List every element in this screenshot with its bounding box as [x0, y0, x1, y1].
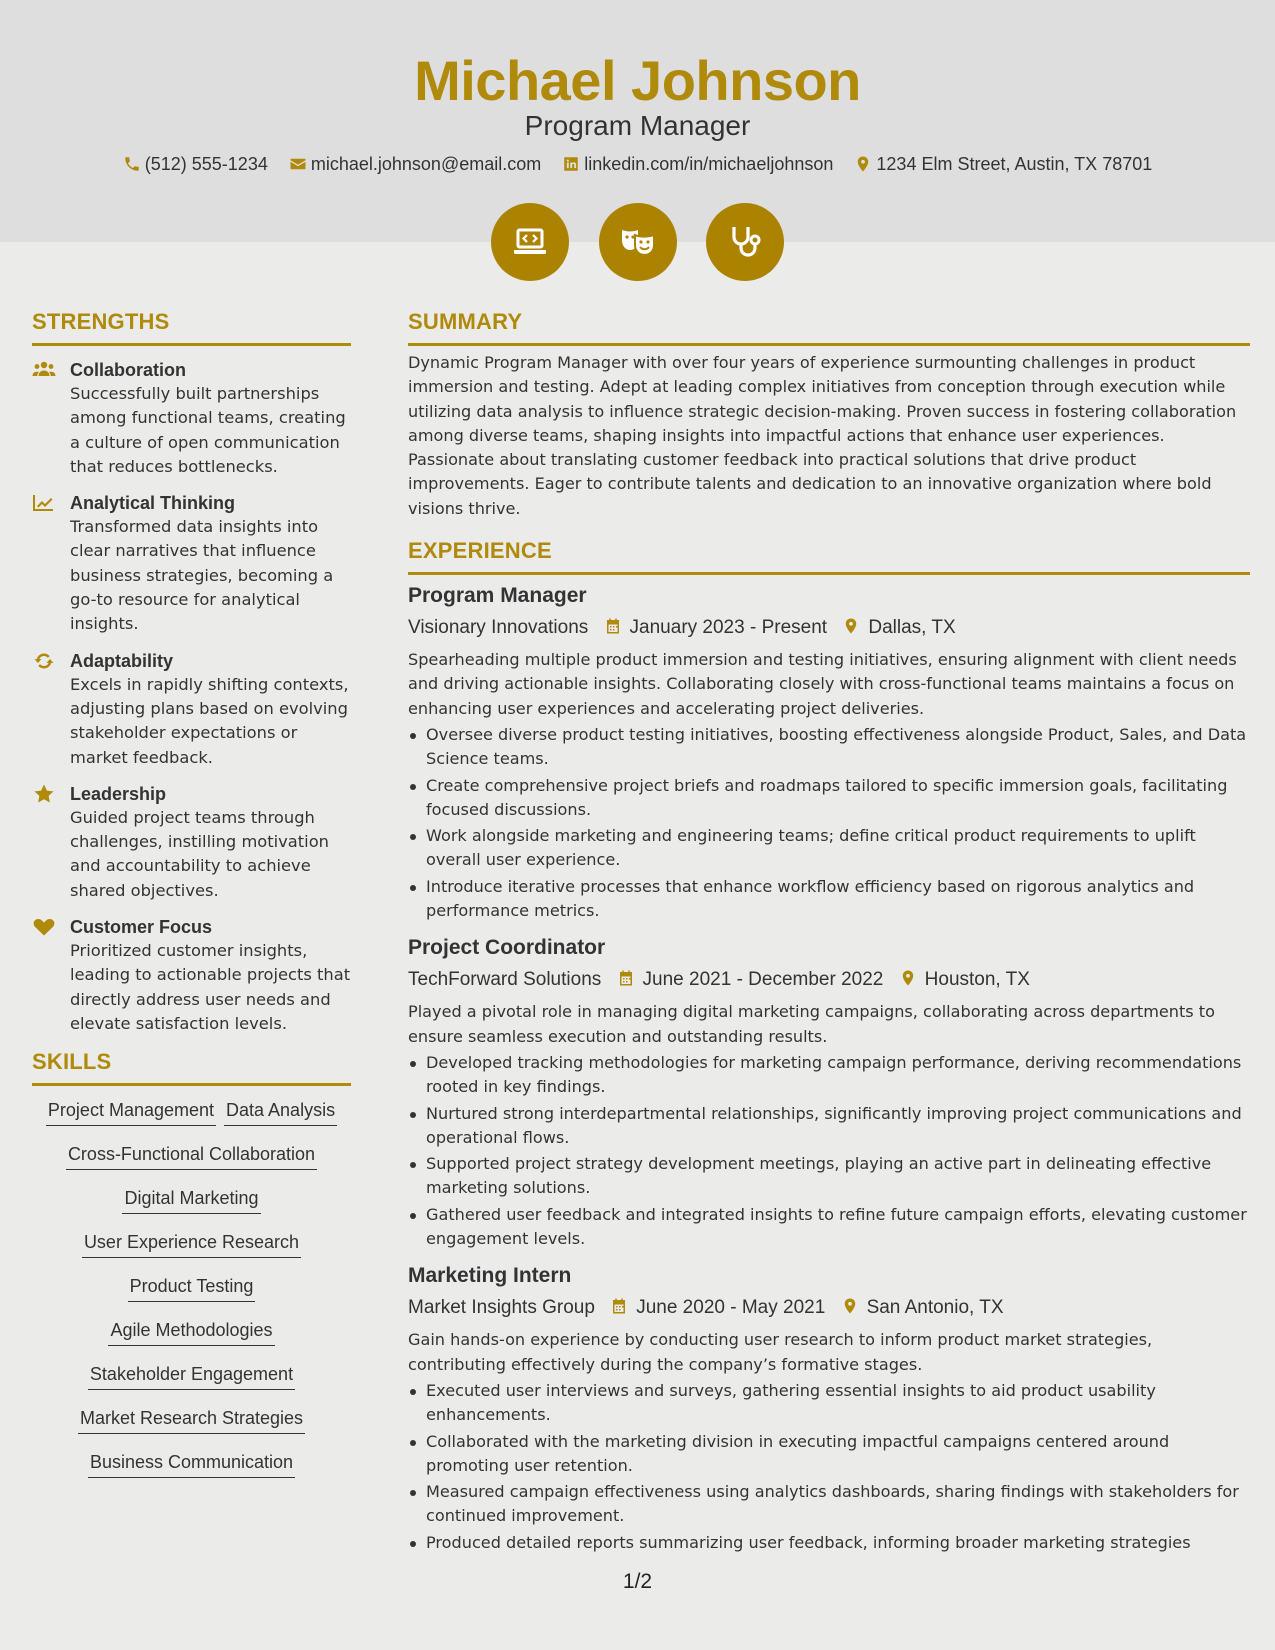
bullet-item: Nurtured strong interdepartmental relationships, significantly improving project communications and operational flows. [408, 1102, 1250, 1151]
strength-title: Collaboration [70, 360, 186, 380]
map-marker-icon [854, 155, 872, 173]
sync-icon [32, 651, 56, 671]
job-desc: Gain hands-on experience by conducting user research to inform product market strategies, contributing effectively during the company’s formative stages. [408, 1330, 1153, 1374]
job-company: Visionary Innovations [408, 617, 589, 639]
linkedin-icon [562, 155, 580, 173]
job-company: Market Insights Group [408, 1297, 595, 1319]
strength-desc: Excels in rapidly shifting contexts, adjusting plans based on evolving stakeholder expectations or market feedback. [70, 674, 349, 767]
envelope-icon [289, 155, 307, 173]
summary-divider [408, 343, 1250, 346]
map-marker-icon [842, 617, 860, 635]
strength-item [32, 491, 351, 636]
experience-divider [408, 572, 1250, 575]
left-column [32, 306, 351, 1494]
contact-linkedin[interactable] [562, 152, 833, 176]
contact-linkedin-text: linkedin.com/in/michaeljohnson [584, 154, 834, 175]
strength-desc: Transformed data insights into clear narratives that influence business strategies, becoming a go-to resource for analytical insights. [70, 517, 334, 634]
contact-phone-text: (512) 555-1234 [144, 154, 268, 175]
strength-title: Customer Focus [70, 917, 213, 938]
map-marker-icon [899, 969, 917, 987]
strength-desc: Successfully built partnerships among functional teams, creating a culture of open communication that reduces bottlenecks. [70, 384, 346, 476]
job-bullets [408, 1051, 1250, 1251]
heart-icon [32, 917, 56, 937]
contact-bar [0, 151, 1275, 176]
job-title: Marketing Intern [408, 1264, 572, 1288]
skills-heading: SKILLS [32, 1049, 112, 1075]
skill-tag: Product Testing [128, 1274, 256, 1302]
job-location: Houston, TX [924, 969, 1030, 991]
job-location: San Antonio, TX [866, 1297, 1004, 1319]
page-number: 1/2 [622, 1570, 653, 1593]
strength-item [32, 915, 351, 1036]
map-marker-icon [841, 1297, 859, 1315]
candidate-role: Program Manager [524, 110, 751, 141]
theater-masks-icon [618, 222, 658, 262]
bullet-item: Developed tracking methodologies for marketing campaign performance, deriving recommendations rooted in key findings. [408, 1051, 1250, 1100]
strengths-divider [32, 343, 351, 346]
strength-item [32, 649, 351, 770]
bullet-item: Measured campaign effectiveness using analytics dashboards, sharing findings with stakeholders for continued improvement. [408, 1480, 1250, 1529]
summary-text: Dynamic Program Manager with over four years of experience surmounting challenges in product immersion and testing. Adept at leading complex initiatives from conception through execution while utilizing data analysis to influence strategic decision-making. Proven success in fostering collaboration among diverse teams, shaping insights into impactful actions that enhance user experiences. Passionate about translating customer feedback into practical solutions that drive product improvements. Eager to contribute talents and dedication to an innovative organization where bold visions thrive. [408, 353, 1237, 518]
users-icon [32, 360, 56, 380]
skill-tag: Cross-Functional Collaboration [66, 1142, 317, 1170]
bullet-item: Supported project strategy development meetings, playing an active part in delineating effective marketing solutions. [408, 1152, 1250, 1201]
interest-circle-theater [599, 203, 677, 281]
bullet-item: Work alongside marketing and engineering teams; define critical product requirements to uplift overall user experience. [408, 824, 1250, 873]
strength-title: Analytical Thinking [70, 493, 236, 514]
skill-tag: Stakeholder Engagement [88, 1362, 295, 1390]
skill-tag: Digital Marketing [122, 1186, 260, 1214]
calendar-icon [617, 969, 635, 987]
chart-line-icon [32, 493, 56, 513]
candidate-name: Michael Johnson [414, 49, 861, 112]
skill-tag: Data Analysis [224, 1098, 337, 1126]
job-entry [408, 933, 1250, 1251]
strength-title: Adaptability [70, 650, 174, 671]
bullet-item: Oversee diverse product testing initiatives, boosting effectiveness alongside Product, Sales, and Data Science teams. [408, 723, 1250, 772]
strength-item [32, 782, 351, 903]
skill-tag: Business Communication [88, 1450, 295, 1478]
job-title: Program Manager [408, 584, 587, 608]
job-bullets [408, 1379, 1250, 1555]
summary-heading: SUMMARY [408, 309, 523, 334]
contact-phone[interactable] [123, 152, 268, 176]
strength-desc: Prioritized customer insights, leading to actionable projects that directly address user needs and elevate satisfaction levels. [70, 941, 351, 1033]
contact-email-text: michael.johnson@email.com [310, 154, 542, 175]
job-meta [408, 1293, 1250, 1323]
contact-email[interactable] [289, 152, 541, 176]
job-title: Project Coordinator [408, 936, 606, 960]
bullet-item: Executed user interviews and surveys, gathering essential insights to aid product usability enhancements. [408, 1379, 1250, 1428]
bullet-item: Create comprehensive project briefs and roadmaps tailored to specific immersion goals, facilitating focused discussions. [408, 774, 1250, 823]
skill-tag: Market Research Strategies [78, 1406, 305, 1434]
job-dates: January 2023 - Present [629, 617, 828, 639]
strength-title: Leadership [70, 783, 167, 804]
right-column [408, 306, 1250, 1555]
calendar-icon [604, 617, 622, 635]
bullet-item: Collaborated with the marketing division in executing impactful campaigns centered around promoting user retention. [408, 1430, 1250, 1479]
skills-divider [32, 1083, 351, 1086]
job-company: TechForward Solutions [408, 969, 602, 991]
interest-circle-tech [491, 203, 569, 281]
job-dates: June 2021 - December 2022 [642, 969, 884, 991]
star-icon [32, 784, 56, 804]
job-dates: June 2020 - May 2021 [636, 1297, 826, 1319]
skill-tag: Agile Methodologies [108, 1318, 274, 1346]
interest-icons [0, 203, 1275, 285]
strength-desc: Guided project teams through challenges, instilling motivation and accountability to achieve shared objectives. [70, 807, 329, 900]
interest-circle-medical [706, 203, 784, 281]
strength-item [32, 358, 351, 479]
job-desc: Spearheading multiple product immersion and testing initiatives, ensuring alignment with client needs and driving actionable insights. Collaborating closely with cross-functional teams maintains a focus on enhancing user experiences and accelerating project deliveries. [408, 650, 1237, 718]
laptop-code-icon [510, 222, 550, 262]
skill-tag: User Experience Research [82, 1230, 301, 1258]
job-bullets [408, 723, 1250, 923]
contact-address [854, 152, 1152, 176]
stethoscope-icon [725, 222, 765, 262]
experience-heading: EXPERIENCE [408, 538, 552, 564]
job-desc: Played a pivotal role in managing digital marketing campaigns, collaborating across departments to ensure seamless execution and outstanding results. [408, 1002, 1215, 1046]
calendar-icon [610, 1297, 628, 1315]
job-location: Dallas, TX [868, 617, 956, 639]
skills-list [32, 1098, 351, 1494]
contact-address-text: 1234 Elm Street, Austin, TX 78701 [876, 154, 1153, 175]
job-entry [408, 581, 1250, 923]
skill-tag: Project Management [46, 1098, 216, 1126]
phone-icon [123, 155, 141, 173]
bullet-item: Produced detailed reports summarizing user feedback, informing broader marketing strategies [408, 1531, 1250, 1555]
job-meta [408, 613, 1250, 643]
strengths-heading: STRENGTHS [32, 309, 170, 334]
bullet-item: Introduce iterative processes that enhance workflow efficiency based on rigorous analytics and performance metrics. [408, 875, 1250, 924]
job-meta [408, 965, 1250, 995]
bullet-item: Gathered user feedback and integrated insights to refine future campaign efforts, elevating customer engagement levels. [408, 1203, 1250, 1252]
job-entry [408, 1261, 1250, 1555]
